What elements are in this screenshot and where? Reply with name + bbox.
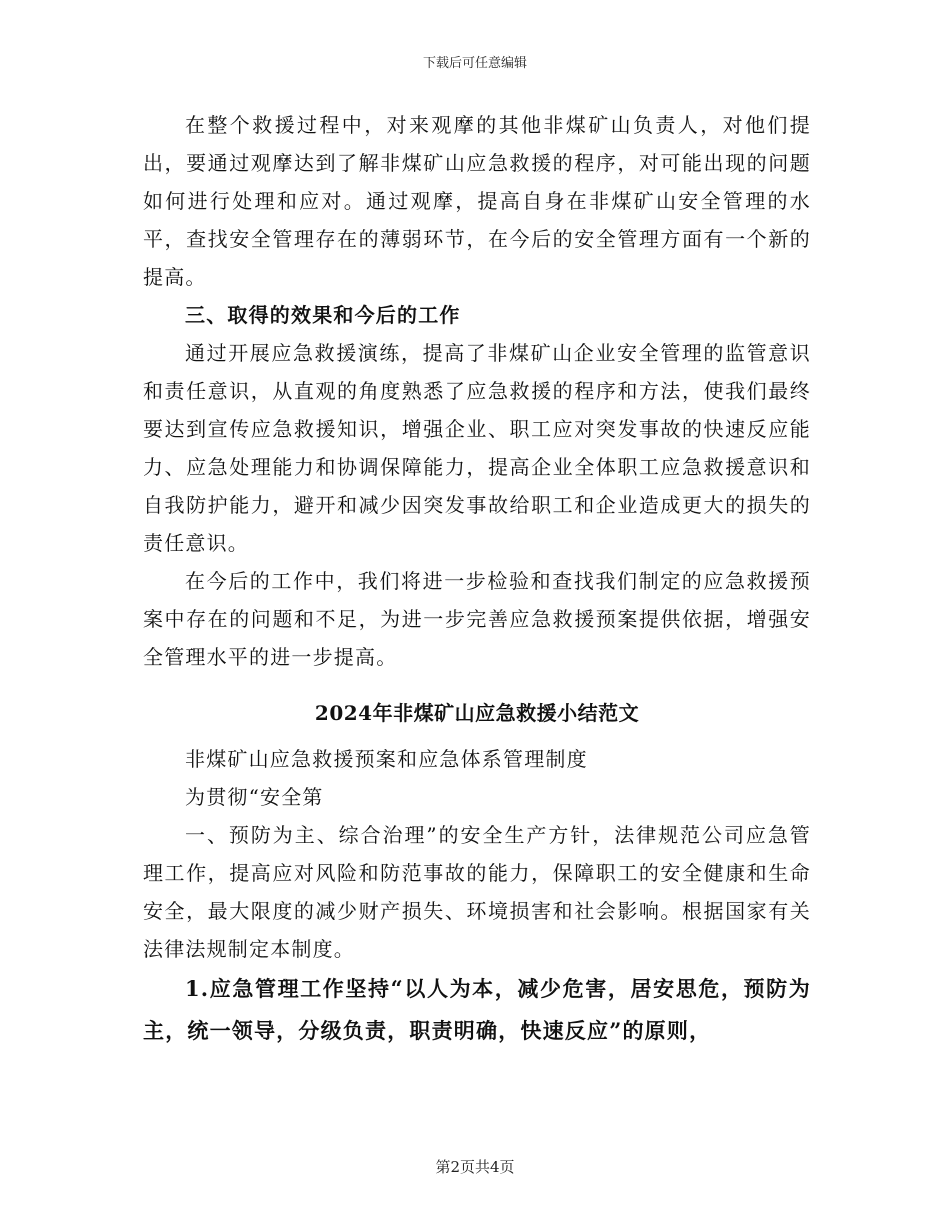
page-header: 下载后可任意编辑 xyxy=(422,56,527,71)
paragraph-drill-results: 通过开展应急救援演练，提高了非煤矿山企业安全管理的监管意识和责任意识，从直观的角度熟悉了应急救援的程序和方法，使我们最终要达到宣传应急救援知识，增强企业、职工应对突发事故的快速反应能力、应急处理能力和协调保障能力，提高企业全体职工应急救援意识和自我防护能力，避开和减少因突发事故给职工和企业造成更大的损失的责任意识。 xyxy=(143,341,811,555)
paragraph-future-work: 在今后的工作中，我们将进一步检验和查找我们制定的应急救援预案中存在的问题和不足，为进一步完善应急救援预案提供依据，增强安全管理水平的进一步提高。 xyxy=(143,569,811,669)
paragraph-observation: 在整个救援过程中，对来观摩的其他非煤矿山负责人，对他们提出，要通过观摩达到了解非煤矿山应急救援的程序，对可能出现的问题如何进行处理和应对。通过观摩，提高自身在非煤矿山安全管理的水平，查找安全管理存在的薄弱环节，在今后的安全管理方面有一个新的提高。 xyxy=(143,113,811,289)
document-title: 2024年非煤矿山应急救援小结范文 xyxy=(314,701,640,725)
paragraph-policy: 一、预防为主、综合治理”的安全生产方针，法律规范公司应急管理工作，提高应对风险和防范事故的能力，保障职工的安全健康和生命安全，最大限度的减少财产损失、环境损害和社会影响。根据国家有关法律法规制定本制度。 xyxy=(143,823,811,961)
paragraph-subtitle: 非煤矿山应急救援预案和应急体系管理制度 xyxy=(185,747,588,771)
document-body xyxy=(143,106,811,1052)
paragraph-intro: 为贯彻“安全第 xyxy=(185,785,324,809)
page-number: 第2页共4页 xyxy=(435,1158,515,1176)
section-heading-results: 三、取得的效果和今后的工作 xyxy=(185,303,461,327)
paragraph-principle: 1.应急管理工作坚持“以人为本，减少危害，居安思危，预防为主，统一领导，分级负责，职责明确，快速反应”的原则， xyxy=(143,976,811,1043)
